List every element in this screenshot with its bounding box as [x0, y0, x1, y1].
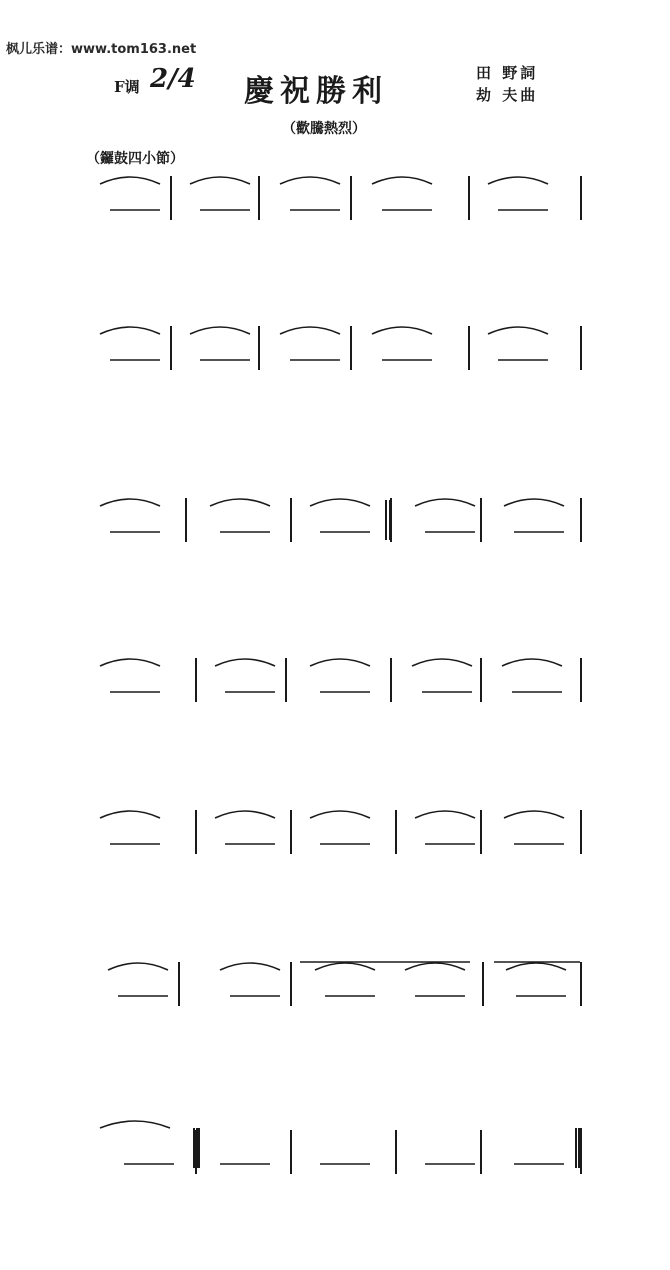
slur [100, 499, 160, 506]
slur [372, 327, 432, 334]
lyricist-credit: 田 野詞 [476, 64, 539, 82]
slur [100, 327, 160, 334]
slur [220, 963, 280, 970]
slur [215, 811, 275, 818]
slur [488, 327, 548, 334]
song-title: 慶祝勝利 [244, 74, 388, 109]
slur [190, 327, 250, 334]
slur [210, 499, 270, 506]
slur [280, 177, 340, 184]
tie [100, 1121, 170, 1128]
slur [415, 499, 475, 506]
tempo-marking: （歡騰熱烈） [282, 121, 366, 137]
slur [372, 177, 432, 184]
slur [100, 659, 160, 666]
slur [504, 811, 564, 818]
watermark: 枫儿乐谱：www.tom163.net [6, 42, 197, 57]
slur [506, 963, 566, 970]
slur [415, 811, 475, 818]
slur [310, 499, 370, 506]
slur [504, 499, 564, 506]
time-signature: 2/4 [150, 64, 196, 94]
composer-credit: 劫 夫曲 [476, 86, 539, 104]
slur [488, 177, 548, 184]
slur [502, 659, 562, 666]
slur [280, 327, 340, 334]
slur [108, 963, 168, 970]
key-signature: F调 [114, 78, 140, 96]
slur [315, 963, 375, 970]
intro-instruction: （鑼鼓四小節） [86, 151, 184, 167]
slur [405, 963, 465, 970]
slur [100, 177, 160, 184]
slur [215, 659, 275, 666]
slur [310, 811, 370, 818]
slur [190, 177, 250, 184]
slur [100, 811, 160, 818]
slur [310, 659, 370, 666]
slur [412, 659, 472, 666]
